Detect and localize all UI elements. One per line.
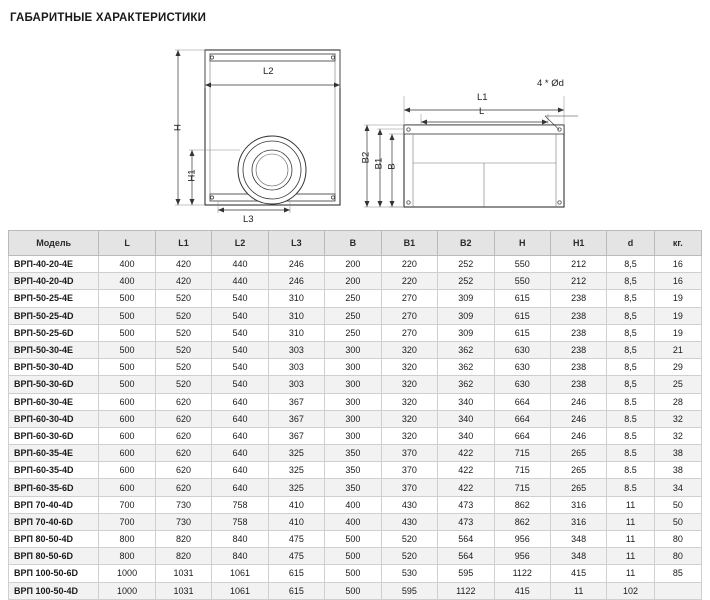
cell-model: ВРП-50-30-4E xyxy=(9,341,99,358)
table-row xyxy=(9,479,702,496)
table-row xyxy=(9,359,702,376)
cell-value: 270 xyxy=(381,324,437,341)
table-row xyxy=(9,531,702,548)
cell-value: 500 xyxy=(99,359,155,376)
cell-value: 310 xyxy=(268,324,324,341)
cell-value: 1122 xyxy=(494,565,550,582)
cell-value: 410 xyxy=(268,496,324,513)
cell-value: 348 xyxy=(550,548,606,565)
cell-value: 564 xyxy=(438,531,494,548)
cell-value: 600 xyxy=(99,393,155,410)
cell-value: 520 xyxy=(155,341,211,358)
cell-value: 640 xyxy=(212,427,268,444)
cell-value: 11 xyxy=(607,513,654,530)
cell-value: 800 xyxy=(99,531,155,548)
cell-value: 620 xyxy=(155,410,211,427)
cell-value: 600 xyxy=(99,462,155,479)
table-row xyxy=(9,341,702,358)
cell-model: ВРП-60-35-4D xyxy=(9,462,99,479)
cell-value: 400 xyxy=(99,256,155,273)
dimensions-table xyxy=(8,230,702,600)
cell-value: 246 xyxy=(550,393,606,410)
cell-value: 8.5 xyxy=(607,462,654,479)
cell-value: 615 xyxy=(494,324,550,341)
cell-value: 520 xyxy=(155,324,211,341)
cell-value: 300 xyxy=(325,376,381,393)
cell-value: 440 xyxy=(212,273,268,290)
cell-value: 664 xyxy=(494,410,550,427)
cell-value: 11 xyxy=(607,531,654,548)
cell-value: 200 xyxy=(325,273,381,290)
cell-value: 220 xyxy=(381,273,437,290)
cell-value: 640 xyxy=(212,393,268,410)
cell-model: ВРП 100-50-4D xyxy=(9,582,99,599)
col-header-l2: L2 xyxy=(212,231,268,256)
cell-value: 19 xyxy=(654,307,701,324)
cell-value: 620 xyxy=(155,479,211,496)
cell-value: 212 xyxy=(550,256,606,273)
cell-value: 21 xyxy=(654,341,701,358)
cell-value: 300 xyxy=(325,359,381,376)
cell-value: 615 xyxy=(494,290,550,307)
cell-value: 440 xyxy=(212,256,268,273)
cell-value: 820 xyxy=(155,531,211,548)
cell-value: 956 xyxy=(494,531,550,548)
cell-value: 316 xyxy=(550,496,606,513)
cell-value: 595 xyxy=(438,565,494,582)
cell-value: 475 xyxy=(268,548,324,565)
cell-value: 430 xyxy=(381,513,437,530)
cell-value: 620 xyxy=(155,427,211,444)
drawing-svg xyxy=(0,30,710,225)
cell-value: 640 xyxy=(212,445,268,462)
cell-value: 595 xyxy=(381,582,437,599)
cell-model: ВРП-40-20-4D xyxy=(9,273,99,290)
cell-value: 415 xyxy=(550,565,606,582)
cell-value: 350 xyxy=(325,462,381,479)
cell-model: ВРП-60-35-4E xyxy=(9,445,99,462)
cell-value: 325 xyxy=(268,479,324,496)
cell-model: ВРП-60-30-6D xyxy=(9,427,99,444)
cell-value: 25 xyxy=(654,376,701,393)
col-header-b: B xyxy=(325,231,381,256)
cell-value: 500 xyxy=(99,307,155,324)
cell-value: 28 xyxy=(654,393,701,410)
cell-value: 400 xyxy=(99,273,155,290)
cell-model: ВРП-60-30-4E xyxy=(9,393,99,410)
cell-value: 840 xyxy=(212,531,268,548)
cell-value: 758 xyxy=(212,496,268,513)
cell-value: 8.5 xyxy=(607,445,654,462)
cell-value: 300 xyxy=(325,427,381,444)
cell-value: 820 xyxy=(155,548,211,565)
col-header-b2: B2 xyxy=(438,231,494,256)
cell-value: 252 xyxy=(438,273,494,290)
cell-value: 50 xyxy=(654,513,701,530)
cell-value: 29 xyxy=(654,359,701,376)
cell-value: 250 xyxy=(325,307,381,324)
cell-value: 309 xyxy=(438,307,494,324)
table-row xyxy=(9,324,702,341)
cell-value: 520 xyxy=(381,548,437,565)
cell-value: 370 xyxy=(381,445,437,462)
cell-value: 238 xyxy=(550,324,606,341)
cell-value: 320 xyxy=(381,410,437,427)
cell-value: 246 xyxy=(268,273,324,290)
cell-value: 309 xyxy=(438,290,494,307)
cell-model: ВРП 80-50-4D xyxy=(9,531,99,548)
cell-value: 362 xyxy=(438,376,494,393)
cell-value: 400 xyxy=(325,513,381,530)
cell-value: 325 xyxy=(268,462,324,479)
cell-model: ВРП 70-40-4D xyxy=(9,496,99,513)
cell-value: 16 xyxy=(654,256,701,273)
cell-value: 325 xyxy=(268,445,324,462)
cell-value: 640 xyxy=(212,410,268,427)
cell-value: 303 xyxy=(268,359,324,376)
cell-value: 11 xyxy=(550,582,606,599)
table-row xyxy=(9,410,702,427)
cell-value: 730 xyxy=(155,513,211,530)
cell-value: 265 xyxy=(550,445,606,462)
cell-value: 303 xyxy=(268,341,324,358)
col-header-h: H xyxy=(494,231,550,256)
cell-value: 80 xyxy=(654,548,701,565)
cell-value: 370 xyxy=(381,479,437,496)
cell-value: 212 xyxy=(550,273,606,290)
cell-value: 200 xyxy=(325,256,381,273)
cell-value: 640 xyxy=(212,462,268,479)
cell-value: 1000 xyxy=(99,565,155,582)
cell-value: 1122 xyxy=(438,582,494,599)
cell-value: 367 xyxy=(268,393,324,410)
table-row xyxy=(9,256,702,273)
cell-value: 473 xyxy=(438,513,494,530)
cell-value: 19 xyxy=(654,324,701,341)
col-header-model: Модель xyxy=(9,231,99,256)
col-header-l3: L3 xyxy=(268,231,324,256)
cell-model: ВРП-50-25-4E xyxy=(9,290,99,307)
cell-value: 500 xyxy=(99,324,155,341)
cell-model: ВРП 80-50-6D xyxy=(9,548,99,565)
cell-value: 500 xyxy=(325,582,381,599)
cell-value: 350 xyxy=(325,479,381,496)
cell-value: 246 xyxy=(550,410,606,427)
cell-model: ВРП-60-35-6D xyxy=(9,479,99,496)
cell-value: 520 xyxy=(381,531,437,548)
cell-value: 80 xyxy=(654,531,701,548)
cell-model: ВРП 70-40-6D xyxy=(9,513,99,530)
cell-value: 715 xyxy=(494,462,550,479)
cell-value: 473 xyxy=(438,496,494,513)
dimensions-table-wrap xyxy=(8,230,702,600)
cell-value: 38 xyxy=(654,462,701,479)
cell-value: 246 xyxy=(268,256,324,273)
cell-value: 620 xyxy=(155,462,211,479)
cell-model: ВРП-50-25-4D xyxy=(9,307,99,324)
dim-label-h: H xyxy=(172,124,184,131)
cell-value: 600 xyxy=(99,410,155,427)
cell-value: 310 xyxy=(268,307,324,324)
cell-value: 410 xyxy=(268,513,324,530)
cell-value: 252 xyxy=(438,256,494,273)
cell-value: 564 xyxy=(438,548,494,565)
cell-value: 38 xyxy=(654,445,701,462)
cell-value: 615 xyxy=(268,582,324,599)
col-header-l: L xyxy=(99,231,155,256)
cell-value: 540 xyxy=(212,359,268,376)
cell-value: 340 xyxy=(438,393,494,410)
cell-value: 600 xyxy=(99,479,155,496)
cell-value: 430 xyxy=(381,496,437,513)
dim-label-b1: B1 xyxy=(373,157,385,170)
cell-value: 50 xyxy=(654,496,701,513)
cell-model: ВРП 100-50-6D xyxy=(9,565,99,582)
col-header-d: d xyxy=(607,231,654,256)
cell-value: 540 xyxy=(212,324,268,341)
cell-value: 520 xyxy=(155,376,211,393)
col-header-b1: B1 xyxy=(381,231,437,256)
cell-value: 8,5 xyxy=(607,324,654,341)
cell-value: 32 xyxy=(654,410,701,427)
cell-value: 540 xyxy=(212,307,268,324)
cell-value: 85 xyxy=(654,565,701,582)
cell-value: 270 xyxy=(381,307,437,324)
cell-value: 520 xyxy=(155,359,211,376)
cell-value: 415 xyxy=(494,582,550,599)
cell-value: 1061 xyxy=(212,565,268,582)
cell-value: 700 xyxy=(99,513,155,530)
cell-value: 367 xyxy=(268,410,324,427)
cell-value: 265 xyxy=(550,479,606,496)
cell-value: 600 xyxy=(99,427,155,444)
cell-value: 320 xyxy=(381,341,437,358)
cell-value: 730 xyxy=(155,496,211,513)
cell-value: 32 xyxy=(654,427,701,444)
cell-value: 362 xyxy=(438,359,494,376)
cell-value: 19 xyxy=(654,290,701,307)
cell-value: 300 xyxy=(325,341,381,358)
cell-value: 520 xyxy=(155,307,211,324)
cell-value: 8,5 xyxy=(607,359,654,376)
cell-value: 320 xyxy=(381,427,437,444)
cell-model: ВРП-50-30-6D xyxy=(9,376,99,393)
dim-label-l3: L3 xyxy=(243,214,254,225)
cell-model: ВРП-50-30-4D xyxy=(9,359,99,376)
col-header-weight: кг. xyxy=(654,231,701,256)
cell-value: 8,5 xyxy=(607,307,654,324)
cell-value: 420 xyxy=(155,273,211,290)
cell-value: 758 xyxy=(212,513,268,530)
cell-value: 11 xyxy=(607,565,654,582)
cell-value: 320 xyxy=(381,376,437,393)
dim-label-h1: H1 xyxy=(186,169,198,182)
table-row xyxy=(9,273,702,290)
cell-value: 362 xyxy=(438,341,494,358)
cell-value: 540 xyxy=(212,290,268,307)
cell-value: 246 xyxy=(550,427,606,444)
cell-value: 309 xyxy=(438,324,494,341)
cell-value: 630 xyxy=(494,341,550,358)
cell-value: 11 xyxy=(607,548,654,565)
cell-value: 303 xyxy=(268,376,324,393)
cell-value: 500 xyxy=(99,290,155,307)
cell-value: 102 xyxy=(607,582,654,599)
cell-value: 238 xyxy=(550,341,606,358)
table-row xyxy=(9,548,702,565)
dimension-drawing xyxy=(0,30,710,225)
cell-value: 620 xyxy=(155,393,211,410)
cell-value: 500 xyxy=(325,548,381,565)
cell-value: 238 xyxy=(550,359,606,376)
cell-model: ВРП-40-20-4E xyxy=(9,256,99,273)
cell-value: 550 xyxy=(494,256,550,273)
dim-label-l2: L2 xyxy=(263,66,274,77)
cell-value: 840 xyxy=(212,548,268,565)
cell-value: 1000 xyxy=(99,582,155,599)
cell-value: 220 xyxy=(381,256,437,273)
table-row xyxy=(9,307,702,324)
cell-value: 8.5 xyxy=(607,393,654,410)
col-header-h1: H1 xyxy=(550,231,606,256)
table-row xyxy=(9,582,702,599)
cell-value: 862 xyxy=(494,513,550,530)
cell-value: 620 xyxy=(155,445,211,462)
dim-label-l: L xyxy=(479,106,485,117)
cell-value: 238 xyxy=(550,376,606,393)
table-row xyxy=(9,290,702,307)
cell-value: 422 xyxy=(438,462,494,479)
cell-value: 500 xyxy=(99,341,155,358)
cell-value: 400 xyxy=(325,496,381,513)
cell-value: 640 xyxy=(212,479,268,496)
table-body xyxy=(9,256,702,600)
table-row xyxy=(9,393,702,410)
cell-value: 540 xyxy=(212,376,268,393)
cell-value: 1031 xyxy=(155,582,211,599)
cell-value: 310 xyxy=(268,290,324,307)
cell-value: 8.5 xyxy=(607,427,654,444)
cell-value: 540 xyxy=(212,341,268,358)
cell-value: 475 xyxy=(268,531,324,548)
cell-value: 530 xyxy=(381,565,437,582)
table-row xyxy=(9,462,702,479)
cell-value: 500 xyxy=(99,376,155,393)
dim-label-b2: B2 xyxy=(360,151,372,164)
cell-value: 615 xyxy=(494,307,550,324)
cell-model: ВРП-50-25-6D xyxy=(9,324,99,341)
cell-value: 630 xyxy=(494,376,550,393)
cell-value: 715 xyxy=(494,445,550,462)
cell-value: 862 xyxy=(494,496,550,513)
cell-value: 34 xyxy=(654,479,701,496)
cell-value: 664 xyxy=(494,393,550,410)
cell-value: 250 xyxy=(325,290,381,307)
dim-label-b: B xyxy=(386,163,398,170)
cell-value: 664 xyxy=(494,427,550,444)
table-row xyxy=(9,513,702,530)
cell-value: 630 xyxy=(494,359,550,376)
cell-value: 8,5 xyxy=(607,341,654,358)
cell-value: 715 xyxy=(494,479,550,496)
col-header-l1: L1 xyxy=(155,231,211,256)
cell-value xyxy=(654,582,701,599)
cell-value: 238 xyxy=(550,290,606,307)
cell-value: 350 xyxy=(325,445,381,462)
table-row xyxy=(9,376,702,393)
cell-value: 16 xyxy=(654,273,701,290)
cell-value: 340 xyxy=(438,427,494,444)
cell-value: 370 xyxy=(381,462,437,479)
cell-value: 11 xyxy=(607,496,654,513)
cell-value: 700 xyxy=(99,496,155,513)
cell-value: 956 xyxy=(494,548,550,565)
cell-value: 600 xyxy=(99,445,155,462)
cell-model: ВРП-60-30-4D xyxy=(9,410,99,427)
cell-value: 1031 xyxy=(155,565,211,582)
cell-value: 270 xyxy=(381,290,437,307)
cell-value: 8,5 xyxy=(607,273,654,290)
cell-value: 1061 xyxy=(212,582,268,599)
cell-value: 348 xyxy=(550,531,606,548)
cell-value: 422 xyxy=(438,445,494,462)
table-row xyxy=(9,565,702,582)
cell-value: 8.5 xyxy=(607,479,654,496)
cell-value: 250 xyxy=(325,324,381,341)
dim-label-l1: L1 xyxy=(477,92,488,103)
cell-value: 500 xyxy=(325,565,381,582)
cell-value: 238 xyxy=(550,307,606,324)
cell-value: 615 xyxy=(268,565,324,582)
cell-value: 8.5 xyxy=(607,410,654,427)
cell-value: 800 xyxy=(99,548,155,565)
cell-value: 320 xyxy=(381,359,437,376)
cell-value: 550 xyxy=(494,273,550,290)
cell-value: 8,5 xyxy=(607,290,654,307)
dim-label-holes: 4 * Ød xyxy=(537,78,564,89)
table-row xyxy=(9,496,702,513)
cell-value: 316 xyxy=(550,513,606,530)
cell-value: 300 xyxy=(325,393,381,410)
cell-value: 367 xyxy=(268,427,324,444)
table-header-row xyxy=(9,231,702,256)
table-row xyxy=(9,445,702,462)
cell-value: 265 xyxy=(550,462,606,479)
cell-value: 520 xyxy=(155,290,211,307)
cell-value: 420 xyxy=(155,256,211,273)
cell-value: 300 xyxy=(325,410,381,427)
table-row xyxy=(9,427,702,444)
cell-value: 8,5 xyxy=(607,256,654,273)
cell-value: 8,5 xyxy=(607,376,654,393)
page-title: ГАБАРИТНЫЕ ХАРАКТЕРИСТИКИ xyxy=(10,12,207,24)
cell-value: 422 xyxy=(438,479,494,496)
cell-value: 320 xyxy=(381,393,437,410)
cell-value: 340 xyxy=(438,410,494,427)
cell-value: 500 xyxy=(325,531,381,548)
